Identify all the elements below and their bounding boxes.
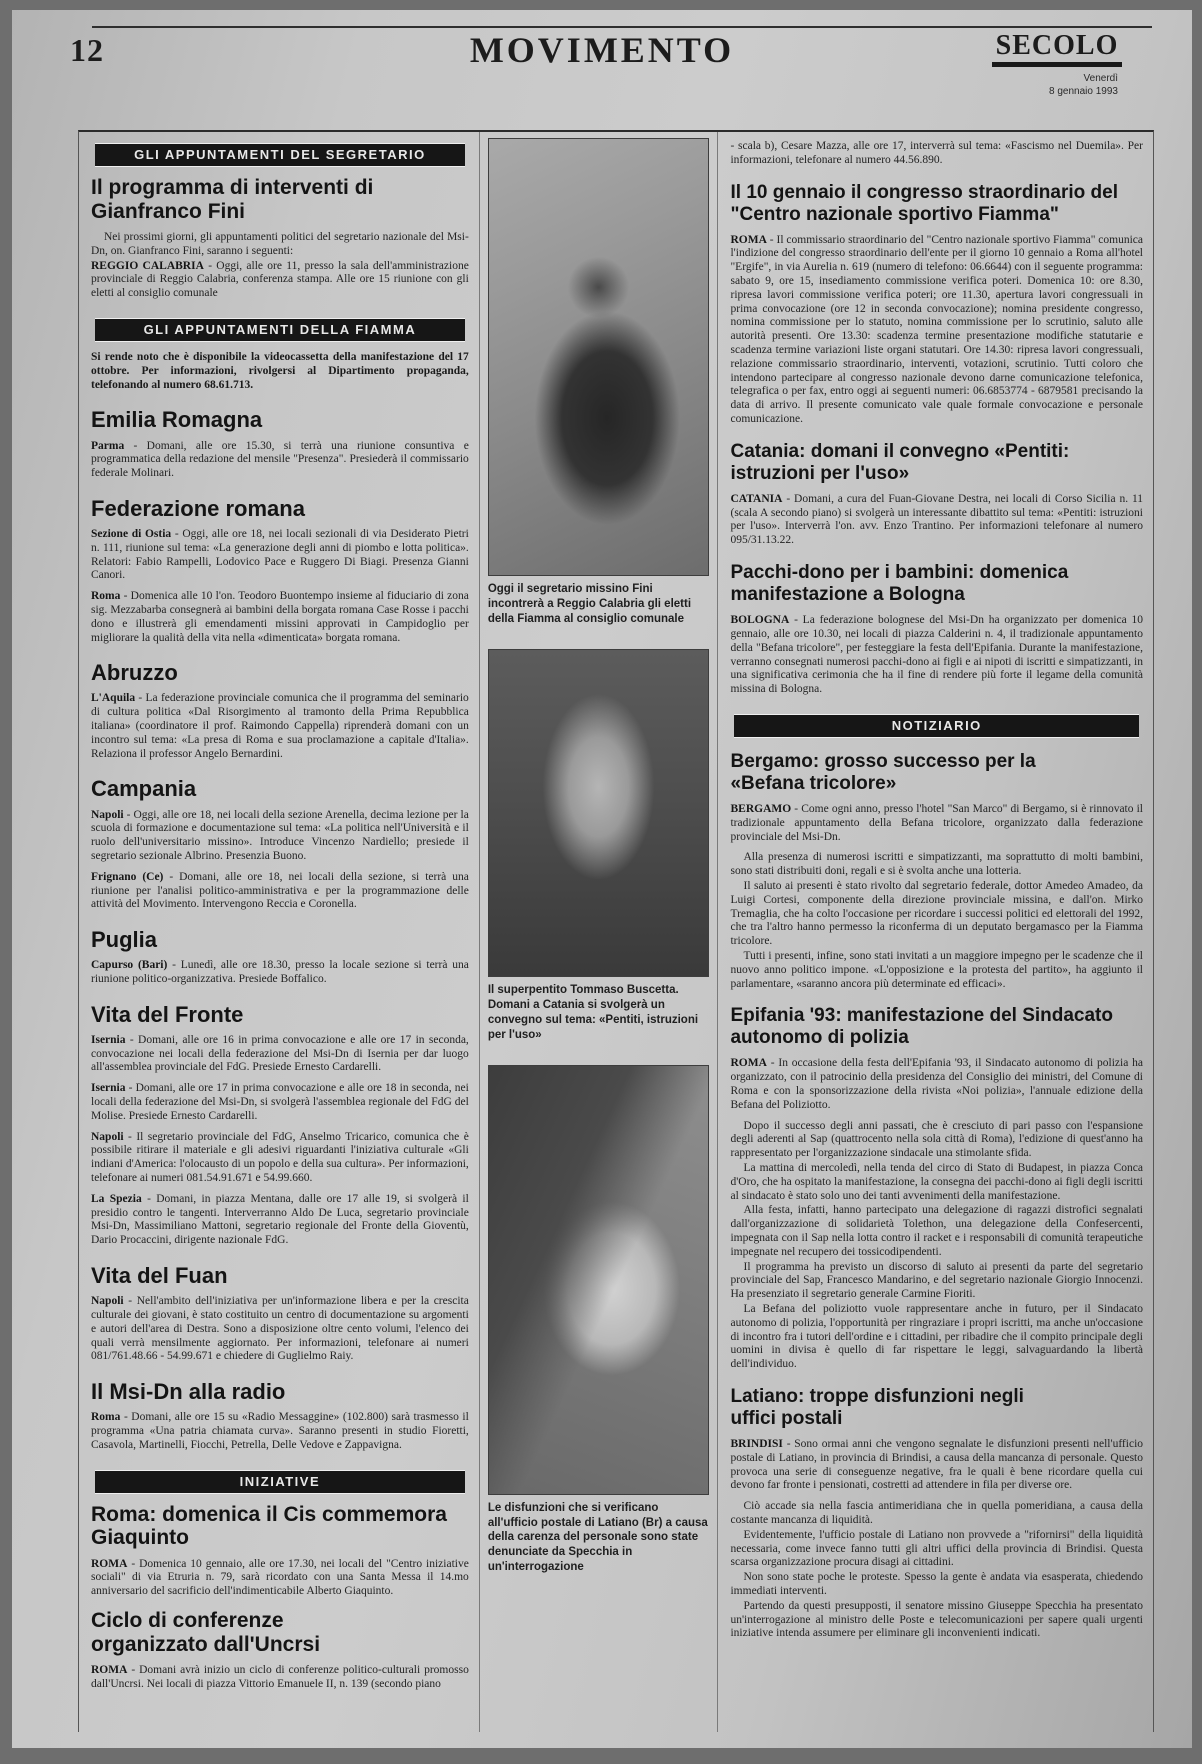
news-paragraph: [91, 692, 469, 761]
article-headline-pacchi-dono-bologna: Pacchi-dono per i bambini: domenica manifestazione a Bologna: [730, 562, 1069, 606]
paragraph-text: - Il commissario straordinario del "Centro nazionale sportivo Fiamma" comunica l'indizione del congresso straordinario dell'ente per il giorno 10 gennaio a Roma all'hotel "Ergife", in via Aurelia n. 619 (numero di telefono: 06.6644) con il seguente programma: sabato 9, ore 15, insediamento commissione verifica poteri. Domenica 10: ore 8.30, ripresa lavori commissione verifica poteri; ore 11.30, apertura lavori congressuali in prima convocazione (ore 12 in seconda convocazione); nomina presidente congresso, nomina commissione per lo statuto, nomina commissione per lo scrutinio, saluto alle autorità presenti. Ore 13.30: scadenza termine presentazione modifiche statutarie e scadenza termine variazioni liste organi statutari. Ore 14.30: ripresa lavori congressuali, relazione commissario straordinario, interventi, votazioni, scrutinio. Tutti coloro che intendono partecipare al congresso nazionale devono darne comunicazione telefonica, telegrafica o per fax, entro oggi ai seguenti numeri: 06.6853774 - 6879581 precisando la data di arrivo. Il presente comunicato vale quale formale convocazione e personale comunicazione.: [730, 233, 1144, 426]
news-paragraph: [91, 1193, 469, 1248]
news-paragraph: Alla festa, infatti, hanno partecipato una delegazione di ragazzi distrofici segnalati dall'organizzazione di solidarietà Tolethon, una delegazione della Confesercenti, impegnata con il Sap nella lotta contro il racket e i responsabili di comunità terapeutiche impegnate nel recupero dei tossicodipendenti.: [730, 1204, 1143, 1258]
dateline: BOLOGNA: [730, 614, 790, 627]
paragraph-text: - Domani, alle ore 15.30, si terrà una riunione consuntiva e programmatica della redazione del mensile "Presenza". Presiederà il commissario federale Molinari.: [91, 439, 469, 480]
news-paragraph: La Befana del poliziotto vuole rappresentare anche in futuro, per il Sindacato autonomo di polizia, l'opportunità per ringraziare i propri iscritti, ma anche un'occasione di incontro fra i tutori dell'ordine e i cittadini, per ribadire che il compito principale degli uomini in divisa è quello di far rispettare le leggi, salvaguardando la libertà dell'individuo.: [730, 1302, 1143, 1371]
paragraph-text: - Domenica alle 10 l'on. Teodoro Buontempo insieme al fiduciario di zona sig. Mezzabarba consegnerà ai bambini della borgata romana Case Rosse i pacchi dono e illustrerà gli emendamenti missini approvati in Campidoglio per migliorare la qualità della vita nella «dimenticata» borgata romana.: [91, 590, 469, 644]
dateline: Napoli: [91, 1295, 124, 1308]
photo-caption: Oggi il segretario missino Fini incontrerà a Reggio Calabria gli eletti della Fiamma al consiglio comunale: [487, 583, 692, 625]
dateline: Isernia: [91, 1033, 126, 1046]
page-content: [78, 130, 1154, 1732]
photo-caption: Il superpentito Tommaso Buscetta. Domani a Catania si svolgerà un convegno sul tema: «Pentiti, istruzioni per l'uso»: [487, 983, 699, 1041]
dateline: BRINDISI: [730, 1437, 783, 1450]
paragraph-text: - Oggi, alle ore 18, nei locali della sezione Arenella, decima lezione per la scuola di formazione e documentazione sul tema: «La politica nell'Università e il ruolo dell'universitario missino». Introduce Vincenzo Nardiello; presiede il segretario sezionale Albrino. Presenzia Buono.: [91, 808, 469, 862]
news-paragraph: La mattina di mercoledì, nella tenda del circo di Stato di Budapest, in piazza Conca d'Oro, che ha ospitato la manifestazione, la consegna dei pacchi-dono ai figli degli iscritti al sindacato è stato solo uno dei tanti avvenimenti della manifestazione.: [730, 1161, 1143, 1202]
news-paragraph: Alla presenza di numerosi iscritti e simpatizzanti, ma soprattutto di molti bambini, sono stati distribuiti doni, regali e si è svolta anche una lotteria.: [730, 851, 1143, 878]
paragraph-text: - Domani, alle ore 17 in prima convocazione e alle ore 18 in seconda, nei locali della federazione del Msi-Dn, si svolgerà l'assemblea regionale del FdG del Molise. Presiede Ernesto Cardarelli.: [91, 1082, 469, 1122]
news-paragraph: [91, 1558, 469, 1599]
paragraph-text: - Domenica 10 gennaio, alle ore 17.30, nei locali del "Centro iniziative sociali" di via Etruria n. 79, sarà ricordato con una Santa Messa il 14.mo anniversario del sacrificio dell'indimenticabile Alberto Giaquinto.: [91, 1557, 469, 1598]
news-paragraph: [91, 440, 469, 481]
news-paragraph: Tutti i presenti, infine, sono stati invitati a un maggiore impegno per le scadenze che il nuovo anno politico impone. «L'opposizione e la protesta del partito», ha aggiunto il parlamentare, «saranno ancora più determinate ed efficaci».: [730, 949, 1143, 990]
news-paragraph: [91, 1411, 469, 1452]
banner-appuntamenti-segretario: GLI APPUNTAMENTI DEL SEGRETARIO: [95, 144, 465, 166]
dateline: Parma: [91, 439, 125, 452]
dateline: ROMA: [91, 1557, 128, 1570]
dateline: Capurso (Bari): [91, 959, 168, 972]
paragraph-text: - Oggi, alle ore 11, presso la sala dell'amministrazione provinciale di Reggio Calabria, conferenza stampa. Alle ore 15 riunione con gli eletti al consiglio comunale: [91, 259, 469, 300]
article-headline-fini: Il programma di interventi di Gianfranco Fini: [91, 176, 374, 223]
paragraph-text: - Domani avrà inizio un ciclo di conferenze politico-culturali promosso dall'Uncrsi. Nei locali di piazza Vittorio Emanuele II, n. 139 (secondo piano: [91, 1664, 469, 1690]
masthead-rule: [992, 62, 1122, 67]
region-head-puglia: Puglia: [91, 927, 158, 953]
dateline: Isernia: [91, 1082, 126, 1095]
photo-fini-speech: [488, 138, 710, 576]
paragraph-text: - La federazione bolognese del Msi-Dn ha organizzato per domenica 10 gennaio, alle ore 10.30, nei locali di piazza Calderini n. 4, il tradizionale appuntamento della "Befana tricolore", per festeggiare la festa dell'Epifania. Durante la manifestazione, verranno consegnati numerosi pacchi-dono ai figli e ai nipoti di iscritti e simpatizzanti, in una significativa cerimonia che ha il fine di rendere più forte il legame della comunità missina di Bologna.: [730, 614, 1144, 696]
paragraph-text: - Nell'ambito dell'iniziativa per un'informazione libera e per la crescita culturale dei giovani, è stato costituito un centro di documentazione su argomenti e autori dell'area di Destra. Sono a disposizione oltre cento volumi, l'elenco dei quali verrà mensilmente aggiornato. Per informazioni, telefonare ai numeri 081/761.48.66 - 54.99.671 e chiedere di Guglielmo Raiy.: [91, 1295, 469, 1363]
news-paragraph: [730, 493, 1143, 548]
region-head-abruzzo: Abruzzo: [91, 660, 178, 686]
news-paragraph: Evidentemente, l'ufficio postale di Latiano non provvede a "rifornirsi" della liquidità necessaria, come invece fanno tutti gli altri uffici della provincia di Brindisi. Questa scarsa organizzazione procura disagi ai cittadini.: [730, 1528, 1143, 1569]
news-paragraph: Il programma ha previsto un discorso di saluto ai presenti da parte del segretario provinciale del Sap, Francesco Mandarino, e del segretario nazionale Giorgio Innocenzi. Ha presenziato il segretario generale Carmine Fioriti.: [730, 1260, 1143, 1301]
news-paragraph: Non sono state poche le proteste. Spesso la gente è andata via esasperata, chiedendo immediati interventi.: [730, 1571, 1143, 1597]
dateline: Sezione di Ostia: [91, 527, 172, 540]
paragraph-text: - Domani, alle ore 18, nei locali della sezione, si terrà una riunione per l'analisi politico-amministrativa e per la programmazione delle attività del Movimento. Intervengono Reccia e Coronella.: [91, 870, 469, 911]
dateline: Roma: [91, 1411, 121, 1424]
paragraph-text: - Lunedì, alle ore 18.30, presso la locale sezione si terrà una riunione politico-organizzativa. Presiede Boffalico.: [91, 959, 469, 985]
dateline: CATANIA: [730, 492, 783, 505]
region-head-emilia-romagna: Emilia Romagna: [91, 407, 263, 433]
continuation-paragraph: - scala b), Cesare Mazza, alle ore 17, interverrà sul tema: «Fascismo nel Duemila». Per informazioni, telefonare al numero 44.56.890.: [730, 140, 1143, 166]
news-paragraph: Si rende noto che è disponibile la videocassetta della manifestazione del 17 ottobre. Per informazioni, rivolgersi al Dipartimento propaganda, telefonando al numero 68.61.713.: [91, 351, 469, 391]
article-headline-congresso-fiamma: Il 10 gennaio il congresso straordinario del "Centro nazionale sportivo Fiamma": [730, 181, 1118, 225]
dateline: BERGAMO: [730, 802, 792, 815]
masthead: [992, 32, 1122, 98]
banner-appuntamenti-fiamma: GLI APPUNTAMENTI DELLA FIAMMA: [95, 319, 465, 341]
news-paragraph: [730, 1057, 1143, 1112]
issue-date: [992, 73, 1122, 98]
news-paragraph: [730, 803, 1143, 844]
paragraph-text: - In occasione della festa dell'Epifania '93, il Sindacato autonomo di polizia ha organizzato, con il patrocinio della presidenza del Consiglio dei ministri, del Comune di Roma e con la sponsorizzazione della rivista «Noi polizia», l'annuale edizione della Befana del Poliziotto.: [730, 1057, 1143, 1111]
article-headline-bergamo-befana: Bergamo: grosso successo per la «Befana tricolore»: [730, 750, 1036, 794]
news-paragraph: [91, 1082, 469, 1123]
article-headline-cis-giaquinto: Roma: domenica il Cis commemora Giaquinto: [91, 1502, 447, 1550]
page-header: [12, 28, 1192, 126]
article-headline-epifania-sap: Epifania '93: manifestazione del Sindacato autonomo di polizia: [730, 1005, 1113, 1049]
paragraph-text: - Domani, in piazza Mentana, dalle ore 17 alle 19, si svolgerà il presidio contro le tangenti. Interverranno Aldo De Luca, segretario provinciale Msi-Dn, Massimiliano Mattoni, segretario regionale del Fronte della Gioventù, Dario Procaccini, dirigente nazionale FdG.: [91, 1192, 469, 1247]
article-headline-uncrsi: Ciclo di conferenze organizzato dall'Uncrsi: [91, 1609, 321, 1656]
news-paragraph: [91, 959, 469, 987]
news-paragraph: Partendo da questi presupposti, il senatore missino Giuseppe Specchia ha presentato un'interrogazione al ministro delle Poste e telecomunicazioni per sapere quali urgenti iniziative intenda assumere per eliminare gli inconvenienti indicati.: [730, 1599, 1143, 1640]
news-paragraph: [91, 1664, 469, 1692]
news-paragraph: Nei prossimi giorni, gli appuntamenti politici del segretario nazionale del Msi-Dn, on. Gianfranco Fini, saranno i seguenti:: [91, 231, 469, 257]
newspaper-page: [12, 10, 1192, 1748]
photo-buscetta-portrait: [488, 649, 710, 977]
news-paragraph: [91, 1131, 469, 1186]
left-column: [79, 132, 479, 1732]
banner-notiziario: NOTIZIARIO: [734, 715, 1139, 737]
news-paragraph: [730, 1438, 1143, 1493]
dateline: Roma: [91, 590, 121, 603]
photo-column: [479, 132, 719, 1732]
page-number: 12: [70, 32, 104, 68]
news-paragraph: [730, 614, 1143, 697]
news-paragraph: Dopo il successo degli anni passati, che è cresciuto di pari passo con l'espansione degli aderenti al Sap (quattrocento nella sola città di Roma), l'edizione di quest'anno ha rappresentato per l'organizzazione sindacale una stimolante sfida.: [730, 1119, 1143, 1160]
paragraph-text: - Il segretario provinciale del FdG, Anselmo Tricarico, comunica che è possibile ritirare il materiale e gli adesivi riguardanti l'iniziativa culturale «Gli indiani d'America: l'olocausto di un popolo e della sua cultura». Per informazioni, telefonare ai numeri 081.54.91.671 e 54.99.660.: [91, 1130, 469, 1185]
news-paragraph: [91, 1034, 469, 1075]
dateline: Frignano (Ce): [91, 870, 164, 883]
section-head-vita-del-fuan: Vita del Fuan: [91, 1263, 228, 1289]
news-paragraph: Ciò accade sia nella fascia antimeridiana che in quella pomeridiana, a causa della costante mancanza di liquidità.: [730, 1500, 1143, 1526]
paragraph-text: - Domani, a cura del Fuan-Giovane Destra, nei locali di Corso Sicilia n. 11 (scala A secondo piano) si svolgerà un interessante dibattito sul tema: «Pentiti: istruzioni per l'uso». Interverrà l'on. avv. Enzo Trantino. Per informazioni telefonare al numero 095/31.13.22.: [730, 492, 1144, 547]
section-title: MOVIMENTO: [469, 30, 735, 70]
region-head-federazione-romana: Federazione romana: [91, 495, 305, 521]
news-paragraph: Il saluto ai presenti è stato rivolto dal segretario federale, dottor Amedeo Amadeo, da Luigi Cortesi, componente della direzione provinciale missina, e dall'on. Mirko Tremaglia, che ha colto l'occasione per ricordare i successi politici ed elettorali del 1992, che tra l'altro hanno permesso la riconferma di un deputato bergamasco per la Fiamma tricolore.: [730, 879, 1143, 948]
banner-iniziative: INIZIATIVE: [95, 1471, 465, 1493]
news-paragraph: [91, 260, 469, 301]
issue-date-day: 8 gennaio 1993: [1049, 85, 1118, 97]
news-paragraph: [91, 871, 469, 912]
news-paragraph: [91, 590, 469, 645]
photo-post-office: [488, 1065, 710, 1495]
dateline: ROMA: [730, 1057, 767, 1070]
right-column: [718, 132, 1153, 1732]
paragraph-text: - Domani, alle ore 16 in prima convocazione e alle ore 17 in seconda, convocazione nei locali della federazione del Msi-Dn di Isernia per dar luogo all'assemblea provinciale del FdG. Presiede Ernesto Cardarelli.: [91, 1033, 469, 1074]
dateline: Napoli: [91, 808, 124, 821]
paragraph-text: - Come ogni anno, presso l'hotel "San Marco" di Bergamo, si è rinnovato il tradizionale appuntamento della Befana tricolore, organizzato dalla federazione provinciale del Msi-Dn.: [730, 802, 1143, 843]
figure-buscetta: [488, 649, 710, 1043]
news-paragraph: [91, 1295, 469, 1364]
dateline: Napoli: [91, 1130, 124, 1143]
masthead-name: SECOLO: [995, 30, 1119, 61]
article-headline-catania-convegno: Catania: domani il convegno «Pentiti: istruzioni per l'uso»: [730, 440, 1070, 484]
paragraph-text: - Sono ormai anni che vengono segnalate le disfunzioni presenti nell'ufficio postale di Latiano, in provincia di Brindisi, a causa della mancanza di personale. Questo provoca una serie di conseguenze negative, fra le quali è bene ricordare quella cui devono far fronte i pensionati, costretti ad attendere in fila per diverse ore.: [730, 1437, 1144, 1492]
section-head-msi-dn-alla-radio: Il Msi-Dn alla radio: [91, 1379, 286, 1405]
issue-date-weekday: Venerdì: [1083, 73, 1118, 84]
paragraph-text: - La federazione provinciale comunica che il programma del seminario di cultura politica «Dal Risorgimento al tramonto della Prima Repubblica italiana» (coordinatore il prof. Raimondo Cappella) riprenderà domani con un incontro sul tema: «La presa di Roma e sua proclamazione a capitale d'Italia». Relaziona il professor Angelo Bernardini.: [91, 692, 469, 760]
dateline: L'Aquila: [91, 692, 136, 705]
paragraph-text: - Domani, alle ore 15 su «Radio Messaggine» (102.800) sarà trasmesso il programma «Una patria chiamata curva». Saranno presenti in studio Fioretti, Casavola, Martinelli, Fiocchi, Petrella, Delle Vedove e Zappavigna.: [91, 1411, 469, 1451]
dateline: La Spezia: [91, 1192, 142, 1205]
section-head-vita-del-fronte: Vita del Fronte: [91, 1001, 244, 1027]
dateline: ROMA: [91, 1664, 128, 1677]
news-paragraph: [91, 809, 469, 864]
article-headline-latiano-poste: Latiano: troppe disfunzioni negli uffici postali: [730, 1385, 1024, 1429]
paragraph-text: - Oggi, alle ore 18, nei locali sezionali di via Desiderato Pietri n. 111, riunione sul tema: «La generazione degli anni di piombo e lotta politica». Relatori: Fabio Rampelli, Lodovico Pace e Ruggero Di Biagi. Presenza Gianni Canori.: [91, 527, 469, 582]
dateline: REGGIO CALABRIA: [91, 259, 204, 272]
dateline: ROMA: [730, 233, 767, 246]
news-paragraph: [91, 528, 469, 583]
news-paragraph: [730, 234, 1143, 427]
figure-fini: [488, 138, 710, 627]
region-head-campania: Campania: [91, 776, 197, 802]
photo-caption: Le disfunzioni che si verificano all'ufficio postale di Latiano (Br) a causa della carenza del personale sono state denunciate da Specchia in un'interrogazione: [487, 1501, 708, 1574]
figure-post-office: [488, 1065, 710, 1576]
